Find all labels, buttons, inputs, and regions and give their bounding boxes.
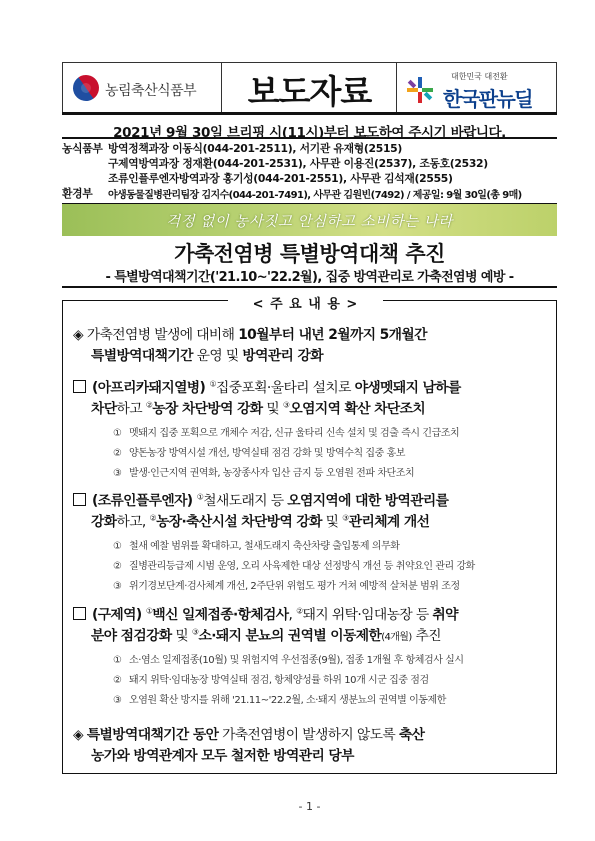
press-release-label: 보도자료 bbox=[247, 72, 372, 111]
ai-sub-item: ③ 위기경보단계·검사체계 개선, 2주단위 위험도 평가 거쳐 예방적 살처분 범위 조정 bbox=[113, 581, 460, 592]
page-number: - 1 - bbox=[298, 800, 321, 813]
fmd-line-2: 분야 점검강화 및 ③소·돼지 분뇨의 권역별 이동제한(4개월) 추진 bbox=[91, 627, 441, 644]
contact-org: 환경부 bbox=[62, 187, 93, 200]
asf-sub-item: ① 멧돼지 집중 포획으로 개체수 저감, 신규 울타리 신속 설치 및 검출 즉시 긴급조치 bbox=[113, 428, 460, 439]
slogan-text: 걱정 없이 농사짓고 안심하고 소비하는 나라 bbox=[166, 214, 453, 230]
slogan-banner bbox=[62, 204, 557, 236]
newdeal-cell bbox=[397, 62, 557, 114]
embargo-notice: 2021년 9월 30일 브리핑 시(11시)부터 보도하여 주시기 바랍니다. bbox=[113, 125, 506, 141]
diamond-bullet-icon: ◈ bbox=[73, 727, 84, 743]
asf-line-1: (아프리카돼지열병) ①집중포획·울타리 설치로 야생멧돼지 남하를 bbox=[73, 376, 461, 396]
ministry-name: 농림축산식품부 bbox=[105, 83, 197, 99]
press-label-cell bbox=[222, 62, 397, 114]
government-emblem-icon bbox=[68, 70, 104, 106]
asf-sub-item: ③ 발생·인근지역 권역화, 농장종사자 입산 금지 등 오염원 전파 차단조치 bbox=[113, 468, 415, 479]
newdeal-subtitle: 대한민국 대전환 bbox=[451, 72, 508, 81]
contact-line: 방역정책과장 이동식(044-201-2511), 서기관 유재형(2515) bbox=[108, 142, 402, 155]
document-subtitle: - 특별방역대책기간('21.10~'22.2월), 집중 방역관리로 가축전염병 예방 - bbox=[105, 270, 514, 285]
summary-item-2-line-1: ◈ 특별방역대책기간 동안 가축전염병이 발생하지 않도록 축산 bbox=[73, 727, 425, 743]
diamond-bullet-icon: ◈ bbox=[73, 327, 84, 343]
ai-line-1: (조류인플루엔자) ①철새도래지 등 오염지역에 대한 방역관리를 bbox=[73, 489, 448, 509]
contacts-block bbox=[62, 137, 557, 205]
summary-header: < 주 요 내 용 > bbox=[228, 293, 383, 307]
fmd-sub-item: ③ 오염원 확산 방지를 위해 '21.11~'22.2월, 소·돼지 생분뇨의 권역별 이동제한 bbox=[113, 695, 446, 706]
asf-sub-item: ② 양돈농장 방역시설 개선, 방역실태 점검 강화 및 방역수칙 집중 홍보 bbox=[113, 448, 405, 459]
checkbox-square-icon bbox=[73, 607, 86, 620]
press-header bbox=[62, 62, 557, 114]
summary-item-1-line-1: ◈ 가축전염병 발생에 대비해 10월부터 내년 2월까지 5개월간 bbox=[73, 327, 427, 343]
contact-org: 농식품부 bbox=[62, 142, 103, 155]
checkbox-square-icon bbox=[73, 493, 86, 506]
document-title: 가축전염병 특별방역대책 추진 bbox=[174, 242, 445, 266]
header-rule bbox=[62, 112, 557, 115]
ministry-cell bbox=[62, 62, 222, 114]
summary-item-2-line-2: 농가와 방역관계자 모두 철저한 방역관리 당부 bbox=[91, 748, 354, 764]
title-divider bbox=[62, 286, 557, 288]
newdeal-logo-icon bbox=[405, 75, 435, 105]
newdeal-title: 한국판뉴딜 bbox=[443, 87, 533, 111]
summary-item-1-line-2: 특별방역대책기간 운영 및 방역관리 강화 bbox=[91, 348, 323, 364]
fmd-line-1: (구제역) ①백신 일제접종·항체검사, ②돼지 위탁·임대농장 등 취약 bbox=[73, 603, 458, 623]
ai-line-2: 강화하고, ②농장·축산시설 차단방역 강화 및 ③관리체계 개선 bbox=[91, 513, 430, 530]
checkbox-square-icon bbox=[73, 380, 86, 393]
fmd-sub-item: ① 소·염소 일제접종(10월) 및 위험지역 우선접종(9월), 접종 1개월 후 항체검사 실시 bbox=[113, 655, 464, 666]
asf-line-2: 차단하고 ②농장 차단방역 강화 및 ③오염지역 확산 차단조치 bbox=[91, 400, 426, 417]
contact-line: 조류인플루엔자방역과장 홍기성(044-201-2551), 사무관 김석재(2555) bbox=[108, 172, 453, 185]
contact-line: 구제역방역과장 정재환(044-201-2531), 사무관 이용진(2537), 조동호(2532) bbox=[108, 157, 488, 170]
ai-sub-item: ② 질병관리등급제 시범 운영, 오리 사육제한 대상 선정방식 개선 등 취약요인 관리 강화 bbox=[113, 561, 475, 572]
ai-sub-item: ① 철새 예찰 범위를 확대하고, 철새도래지 축산차량 출입통제 의무화 bbox=[113, 541, 400, 552]
contact-line: 야생동물질병관리팀장 김지수(044-201-7491), 사무관 김원빈(7492) / 제공일: 9월 30일(총 9매) bbox=[108, 190, 522, 201]
fmd-sub-item: ② 돼지 위탁·임대농장 방역실태 점검, 항체양성률 하위 10개 시군 집중 점검 bbox=[113, 675, 429, 686]
